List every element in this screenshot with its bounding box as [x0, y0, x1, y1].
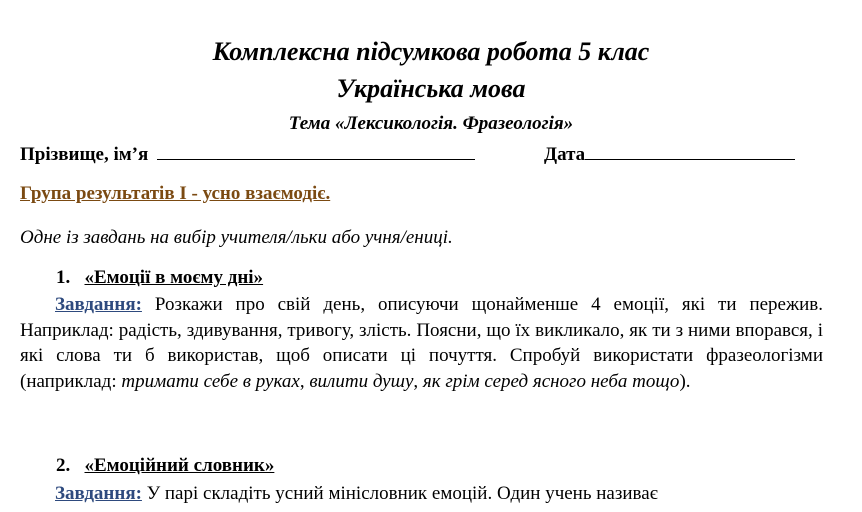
task-1-example-2: вилити душу: [309, 370, 414, 392]
task-2-text: У парі складіть усний мінісловник емоцій. Один учень називає: [141, 483, 658, 504]
date-field: [544, 141, 795, 167]
name-field: [20, 141, 475, 167]
document-title: Комплексна підсумкова робота 5 клас: [212, 37, 650, 66]
task-1-label: Завдання:: [55, 294, 142, 315]
task-1-number: 1.: [56, 267, 71, 288]
task-1-paragraph: Завдання: Розкажи про свій день, описуючи щонайменше 4 емоції, які ти пережив. Наприклад: радість, здивування, тривогу, злість. Поясни, що їх викликало, як ти з ними впорався, і які слова ти б використав, щоб описати ці почуття. Спробуй використати фразеологізми (наприклад: тримати себе в руках, вилити душу, як грім серед ясного неба тощо).: [20, 294, 823, 392]
subject-title: Українська мова: [336, 74, 526, 103]
task-2-label: Завдання:: [55, 483, 142, 504]
task-1-heading: [56, 266, 263, 290]
choice-note: Одне із завдань на вибір учителя/льки або учня/ениці.: [20, 227, 453, 248]
task-1-title: «Емоції в моєму дні»: [84, 267, 264, 288]
name-blank-line[interactable]: [157, 141, 475, 160]
name-label: Прізвище, ім’я: [20, 144, 149, 165]
task-2-title: «Емоційний словник»: [84, 455, 275, 476]
task-2-paragraph: [20, 481, 823, 507]
task-2-heading: [56, 454, 274, 478]
date-blank-line[interactable]: [585, 141, 795, 160]
date-label: Дата: [544, 144, 586, 165]
task-2-number: 2.: [56, 455, 71, 476]
task-1-example-3: як грім серед ясного неба тощо: [422, 370, 680, 392]
results-group-heading: Група результатів І - усно взаємодіє.: [20, 183, 331, 204]
task-1-text: Розкажи про свій день, описуючи щонайменше 4 емоції, які ти пережив. Наприклад: радість, здивування, тривогу, злість. Поясни, що їх викликало, як ти з ними впорався, і які слова ти б використав, щоб описати ці почуття. Спробуй використати фразеологізми (наприклад:: [20, 294, 823, 392]
topic-title: Тема «Лексикологія. Фразеологія»: [288, 113, 574, 134]
task-1-text-end: ).: [679, 370, 691, 392]
task-1-example-1: тримати себе в руках: [121, 370, 300, 392]
